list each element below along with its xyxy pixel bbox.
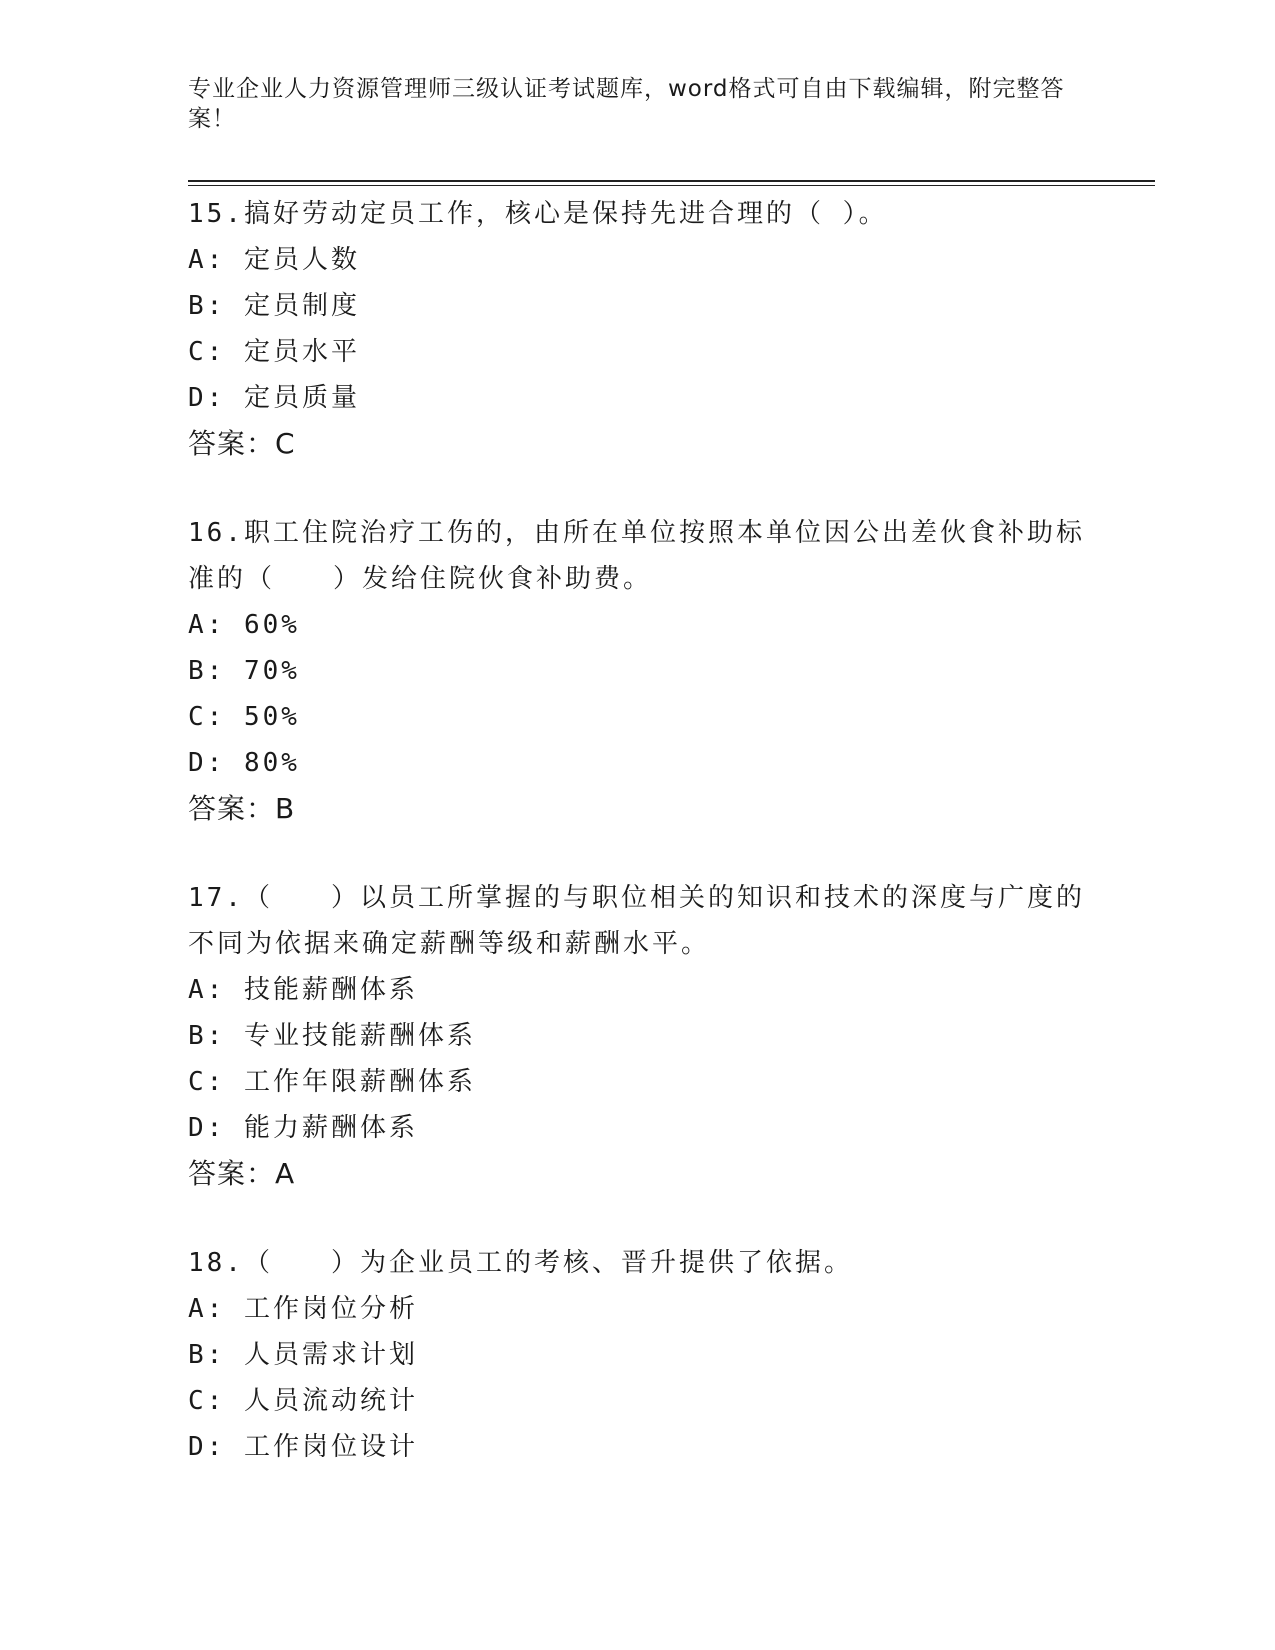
header-divider-thick: [188, 180, 1155, 182]
option-d: D: 80%: [188, 748, 300, 778]
question-17: [188, 875, 1088, 1197]
question-gap: [188, 832, 1088, 875]
question-stem: 15.搞好劳动定员工作，核心是保持先进合理的（ ）。: [188, 199, 888, 229]
option-c: C: 工作年限薪酬体系: [188, 1067, 476, 1097]
question-gap: [188, 467, 1088, 510]
question-18: [188, 1240, 1088, 1470]
question-gap: [188, 1197, 1088, 1240]
option-b: B: 定员制度: [188, 291, 360, 321]
question-stem: 18.（ ）为企业员工的考核、晋升提供了依据。: [188, 1248, 853, 1278]
question-15: [188, 191, 1088, 467]
option-a: A: 工作岗位分析: [188, 1294, 418, 1324]
option-d: D: 定员质量: [188, 383, 360, 413]
option-b: B: 专业技能薪酬体系: [188, 1021, 476, 1051]
option-c: C: 人员流动统计: [188, 1386, 418, 1416]
option-b: B: 70%: [188, 656, 300, 686]
answer: 答案：B: [188, 792, 296, 825]
answer: 答案：C: [188, 427, 296, 460]
option-a: A: 技能薪酬体系: [188, 975, 418, 1005]
option-c: C: 定员水平: [188, 337, 360, 367]
option-d: D: 能力薪酬体系: [188, 1113, 418, 1143]
option-c: C: 50%: [188, 702, 300, 732]
document-header: 专业企业人力资源管理师三级认证考试题库，word格式可自由下载编辑，附完整答案！: [188, 76, 1065, 132]
option-a: A: 60%: [188, 610, 300, 640]
answer: 答案：A: [188, 1157, 296, 1190]
question-stem: 16.职工住院治疗工伤的，由所在单位按照本单位因公出差伙食补助标准的（ ）发给住院伙食补助费。: [188, 518, 1085, 594]
option-a: A: 定员人数: [188, 245, 360, 275]
option-d: D: 工作岗位设计: [188, 1432, 418, 1462]
header-divider-thin: [188, 185, 1155, 186]
question-list: [188, 191, 1088, 1470]
question-16: [188, 510, 1088, 832]
question-stem: 17.（ ）以员工所掌握的与职位相关的知识和技术的深度与广度的不同为依据来确定薪酬等级和薪酬水平。: [188, 883, 1085, 959]
option-b: B: 人员需求计划: [188, 1340, 418, 1370]
